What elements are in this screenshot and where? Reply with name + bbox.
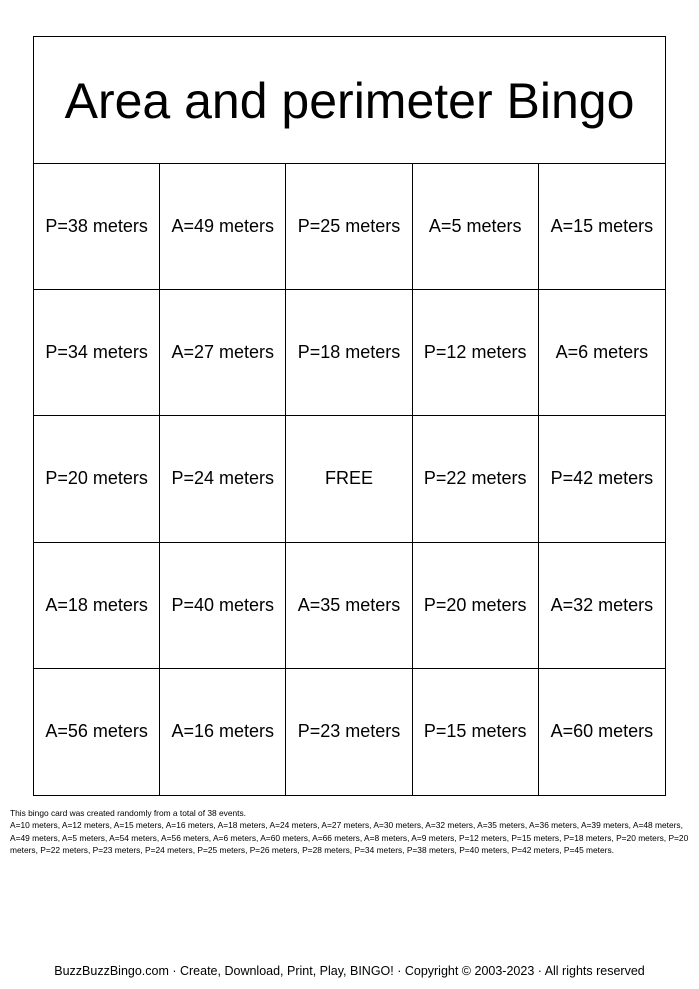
bingo-cell [539,669,665,795]
bingo-cell [160,290,286,416]
bingo-cell [286,669,412,795]
bingo-card [33,36,666,796]
cell-text: P=40 meters [171,594,275,615]
title-row [34,37,665,164]
cell-text: P=23 meters [297,721,401,742]
bingo-cell [34,164,160,290]
bingo-cell [539,416,665,542]
bingo-cell [34,543,160,669]
event-info [10,807,690,857]
cell-text: P=15 meters [423,721,527,742]
bingo-cell [539,290,665,416]
bingo-cell [413,416,539,542]
bingo-cell [160,543,286,669]
bingo-cell [160,669,286,795]
cell-text: P=24 meters [171,468,275,489]
bingo-cell [413,164,539,290]
bingo-cell [34,669,160,795]
bingo-cell [539,543,665,669]
cell-text: A=32 meters [550,594,654,615]
cell-text: P=38 meters [45,216,148,237]
cell-text: P=20 meters [45,468,148,489]
bingo-cell [286,164,412,290]
cell-text: P=34 meters [45,342,148,363]
bingo-cell [34,290,160,416]
cell-text: P=22 meters [423,468,527,489]
cell-text: A=60 meters [550,721,654,742]
cell-text: P=12 meters [423,342,527,363]
bingo-cell [539,164,665,290]
bingo-cell [413,669,539,795]
bingo-grid [34,164,665,795]
bingo-cell [413,543,539,669]
cell-text: P=20 meters [423,594,527,615]
bingo-cell [160,164,286,290]
footer-copyright: BuzzBuzzBingo.com · Create, Download, Print, Play, BINGO! · Copyright © 2003-2023 · All rights reserved [54,964,645,978]
cell-text: A=15 meters [550,216,654,237]
cell-text: P=18 meters [297,342,401,363]
cell-text: A=6 meters [555,342,649,363]
free-space-text: FREE [324,468,373,489]
cell-text: A=56 meters [45,721,148,742]
cell-text: A=5 meters [428,216,522,237]
bingo-cell [160,416,286,542]
cell-text: A=49 meters [171,216,275,237]
bingo-cell [34,416,160,542]
event-list: A=10 meters, A=12 meters, A=15 meters, A=16 meters, A=18 meters, A=24 meters, A=27 meters, A=30 meters, A=32 meters, A=35 meters, A=36 meters, A=39 meters, A=48 meters, A=49 meters, A=5 meters, A=54 meters, A=56 meters, A=6 meters, A=60 meters, A=66 meters, A=8 meters, A=9 meters, P=12 meters, P=15 meters, P=18 meters, P=20 meters, P=20 meters, P=22 meters, P=23 meters, P=24 meters, P=25 meters, P=26 meters, P=28 meters, P=34 meters, P=38 meters, P=40 meters, P=42 meters, P=45 meters. [10,820,689,856]
bingo-cell [286,290,412,416]
free-space-cell [286,416,412,542]
event-info-intro: This bingo card was created randomly from a total of 38 events. [10,808,247,818]
cell-text: A=18 meters [45,594,148,615]
card-title: Area and perimeter Bingo [64,73,635,129]
cell-text: P=25 meters [297,216,401,237]
bingo-cell [413,290,539,416]
bingo-cell [286,543,412,669]
cell-text: A=35 meters [297,594,401,615]
cell-text: A=27 meters [171,342,275,363]
cell-text: P=42 meters [550,468,654,489]
cell-text: A=16 meters [171,721,275,742]
